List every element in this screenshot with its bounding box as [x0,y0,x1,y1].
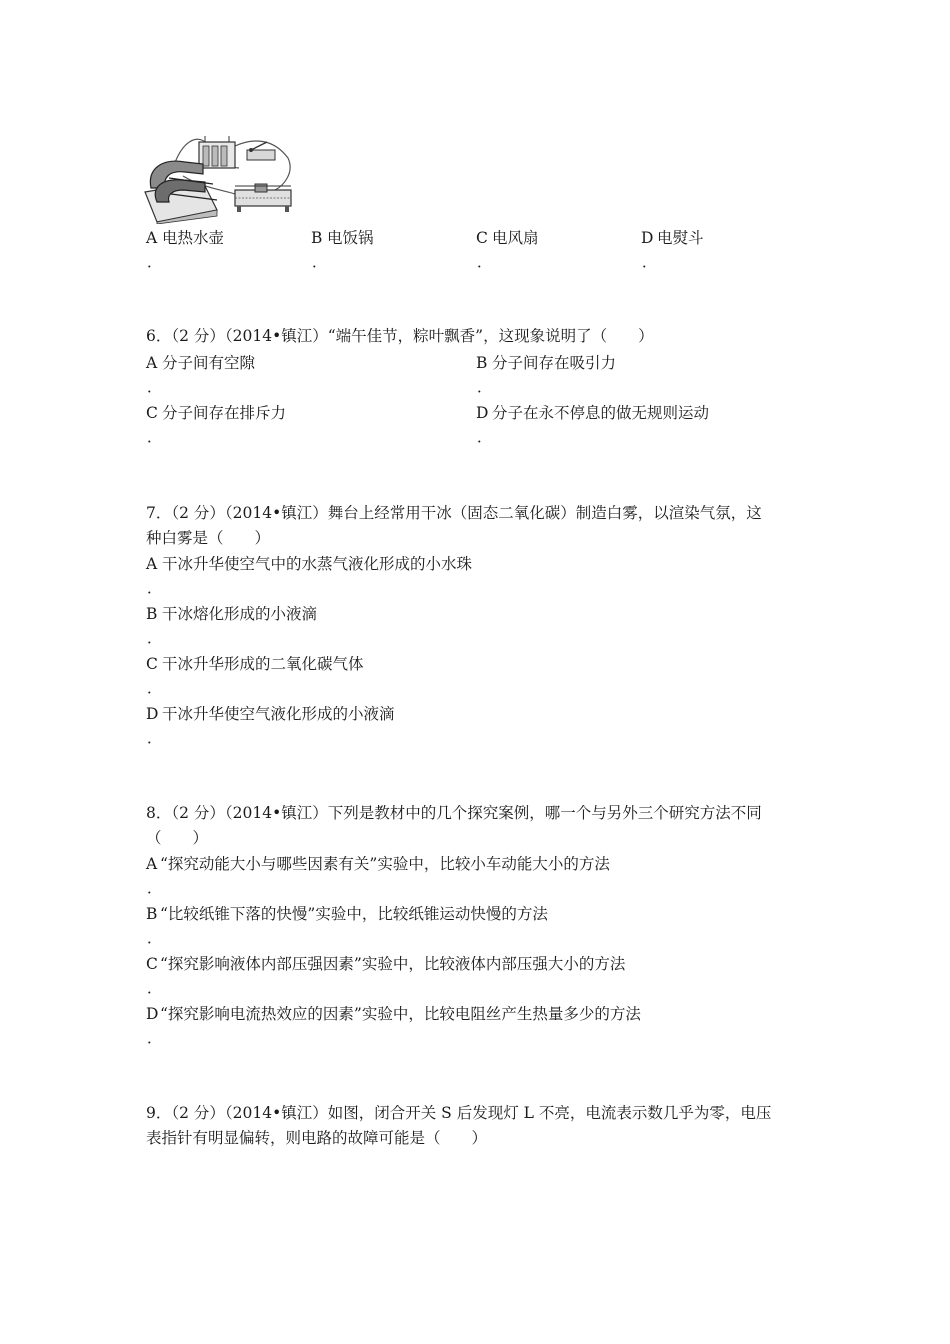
option-letter: C [146,655,158,673]
option-letter: C [476,229,488,247]
option-text: “比较纸锥下落的快慢”实验中，比较纸锥运动快慢的方法 [160,905,548,923]
option-text: “探究影响电流热效应的因素”实验中，比较电阻丝产生热量多少的方法 [160,1005,641,1023]
option-dot: ． [147,879,163,897]
option-text: 分子间存在吸引力 [492,354,617,372]
option-dot: ． [147,579,163,597]
q7-stem-line2: 种白雾是（ ） [146,529,271,547]
q6-stem: 6．（2 分）（2014•镇江）“端午佳节，粽叶飘香”，这现象说明了（ ） [146,327,654,345]
option-text: “探究影响液体内部压强因素”实验中，比较液体内部压强大小的方法 [160,955,626,973]
q9-stem-line2: 表指针有明显偏转，则电路的故障可能是（ ） [146,1129,488,1147]
option-dot: ． [147,428,163,446]
option-text: 干冰升华形成的二氧化碳气体 [162,655,364,673]
option-text: 电熨斗 [657,229,704,247]
option-letter: D [146,705,159,723]
motor-experiment-apparatus-icon [143,128,295,224]
option-text: 分子在永不停息的做无规则运动 [492,404,710,422]
q8-stem-line2: （ ） [146,829,209,847]
option-dot: ． [147,979,163,997]
option-dot: ． [312,253,328,271]
option-dot: ． [642,253,658,271]
q7-stem-line1: 7．（2 分）（2014•镇江）舞台上经常用干冰（固态二氧化碳）制造白雾，以渲染气氛，这 [146,504,762,522]
option-letter: D [476,404,489,422]
option-text: 分子间有空隙 [162,354,256,372]
option-text: “探究动能大小与哪些因素有关”实验中，比较小车动能大小的方法 [160,855,610,873]
option-dot: ． [147,1029,163,1047]
option-letter: A [146,855,158,873]
option-dot: ． [477,428,493,446]
option-text: 电饭锅 [327,229,374,247]
option-text: 干冰熔化形成的小液滴 [162,605,318,623]
option-letter: B [146,605,158,623]
option-letter: A [146,555,158,573]
option-text: 干冰升华使空气中的水蒸气液化形成的小水珠 [162,555,473,573]
q8-stem-line1: 8．（2 分）（2014•镇江）下列是教材中的几个探究案例，哪一个与另外三个研究方法不同 [146,804,762,822]
option-dot: ． [147,679,163,697]
q9-stem-line1: 9．（2 分）（2014•镇江）如图，闭合开关 S 后发现灯 L 不亮，电流表示数几乎为零，电压 [146,1104,772,1122]
option-letter: C [146,955,158,973]
option-dot: ． [147,629,163,647]
option-dot: ． [477,253,493,271]
option-dot: ． [477,378,493,396]
option-dot: ． [147,929,163,947]
option-text: 电风扇 [492,229,539,247]
option-dot: ． [147,378,163,396]
option-text: 干冰升华使空气液化形成的小液滴 [162,705,395,723]
option-letter: B [146,905,158,923]
option-letter: D [641,229,654,247]
option-letter: A [146,229,158,247]
option-dot: ． [147,253,163,271]
option-letter: B [476,354,488,372]
option-letter: D [146,1005,159,1023]
option-letter: C [146,404,158,422]
option-text: 分子间存在排斥力 [162,404,287,422]
option-dot: ． [147,729,163,747]
option-letter: B [311,229,323,247]
option-text: 电热水壶 [162,229,225,247]
option-letter: A [146,354,158,372]
